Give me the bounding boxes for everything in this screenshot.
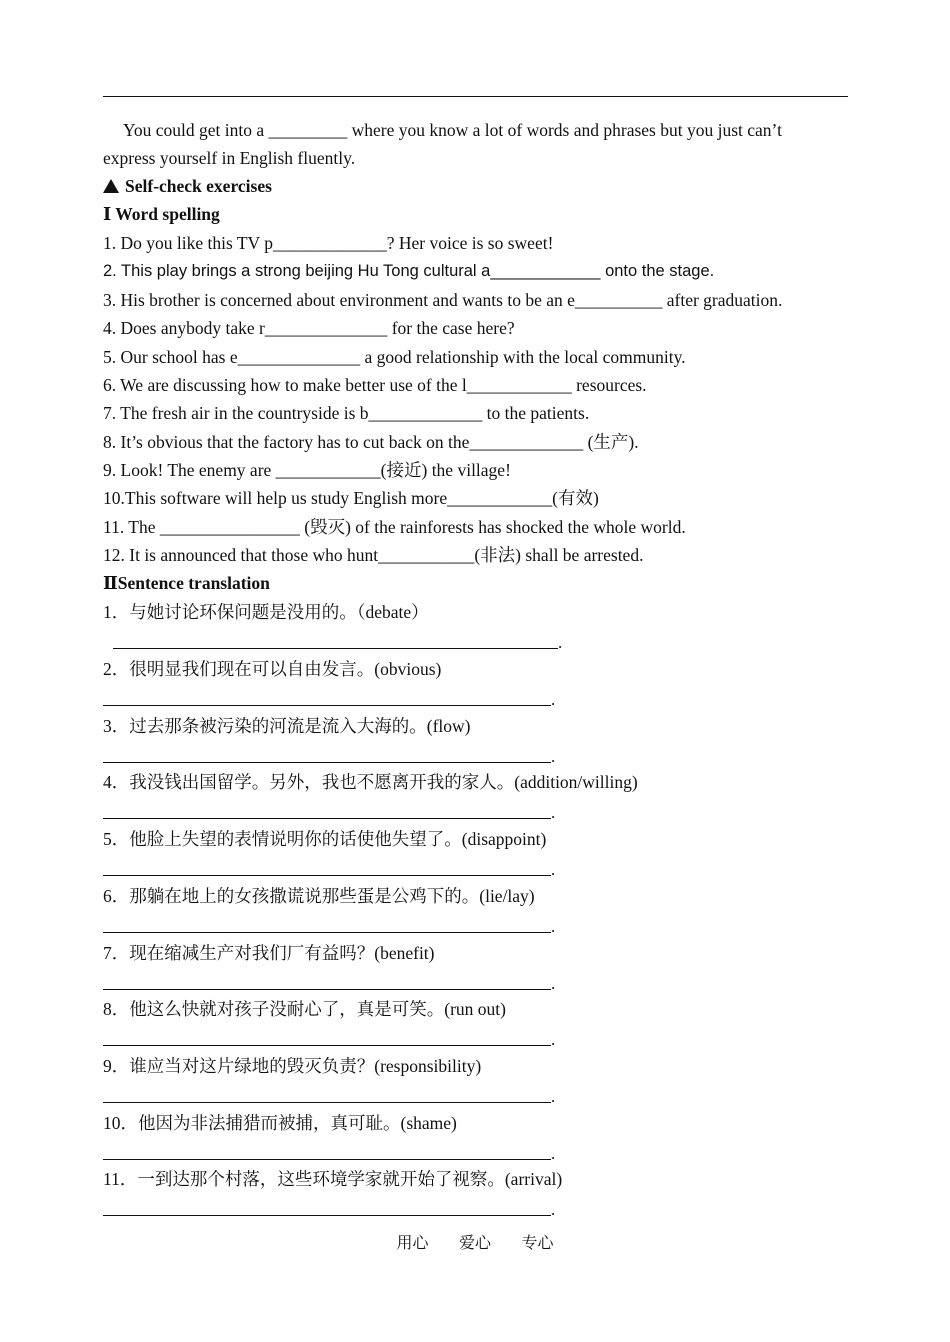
- spelling-item-9: 9. Look! The enemy are ____________(接近) the village!: [103, 460, 511, 480]
- spelling-item-1: 1. Do you like this TV p_____________? Her voice is so sweet!: [103, 233, 554, 253]
- answer-line-10: [103, 1159, 551, 1160]
- spelling-item-5: 5. Our school has e______________ a good relationship with the local community.: [103, 347, 686, 367]
- translation-item-7: 7．现在缩减生产对我们厂有益吗？(benefit): [103, 943, 435, 963]
- answer-line-9: [103, 1102, 551, 1103]
- spelling-item-3: 3. His brother is concerned about environment and wants to be an e__________ after graduation.: [103, 290, 783, 310]
- self-check-heading: [103, 175, 272, 197]
- spelling-item-10: 10.This software will help us study English more____________(有效): [103, 488, 599, 508]
- answer-line-2: [103, 705, 551, 706]
- answer-end-4: .: [551, 803, 556, 822]
- translation-item-11: 11．一到达那个村落，这些环境学家就开始了视察。(arrival): [103, 1169, 563, 1189]
- translation-item-8: 8．他这么快就对孩子没耐心了，真是可笑。(run out): [103, 999, 506, 1019]
- spelling-item-2: 2. This play brings a strong beijing Hu Tong cultural a____________ onto the stage.: [103, 262, 715, 280]
- translation-item-5: 5．他脸上失望的表情说明你的话使他失望了。(disappoint): [103, 829, 547, 849]
- answer-line-7: [103, 989, 551, 990]
- answer-line-1: [113, 648, 558, 649]
- answer-end-7: .: [551, 974, 556, 993]
- translation-item-1: 1．与她讨论环保问题是没用的。（debate）: [103, 602, 429, 622]
- word-spelling-heading: Ⅰ Word spelling: [103, 204, 220, 224]
- answer-line-3: [103, 762, 551, 763]
- self-check-title: Self-check exercises: [125, 176, 272, 196]
- answer-end-2: .: [551, 690, 556, 709]
- spelling-item-6: 6. We are discussing how to make better use of the l____________ resources.: [103, 375, 647, 395]
- translation-item-6: 6．那躺在地上的女孩撒谎说那些蛋是公鸡下的。(lie/lay): [103, 886, 535, 906]
- triangle-icon: [103, 179, 119, 193]
- translation-item-4: 4．我没钱出国留学。另外，我也不愿离开我的家人。(addition/willing): [103, 772, 638, 792]
- translation-item-2: 2．很明显我们现在可以自由发言。(obvious): [103, 659, 442, 679]
- answer-end-10: .: [551, 1144, 556, 1163]
- answer-line-5: [103, 875, 551, 876]
- translation-item-10: 10．他因为非法捕猎而被捕，真可耻。(shame): [103, 1113, 457, 1133]
- answer-line-4: [103, 818, 551, 819]
- answer-end-8: .: [551, 1030, 556, 1049]
- spelling-item-12: 12. It is announced that those who hunt___________(非法) shall be arrested.: [103, 545, 644, 565]
- answer-line-8: [103, 1045, 551, 1046]
- intro-line-2: express yourself in English fluently.: [103, 148, 356, 168]
- intro-line-1: You could get into a _________ where you know a lot of words and phrases but you just can’t: [123, 120, 782, 140]
- answer-end-9: .: [551, 1087, 556, 1106]
- answer-end-5: .: [551, 860, 556, 879]
- translation-item-3: 3．过去那条被污染的河流是流入大海的。(flow): [103, 716, 471, 736]
- page-footer: 用心 爱心 专心: [396, 1233, 554, 1252]
- answer-end-11: .: [551, 1200, 556, 1219]
- sentence-translation-heading: ⅡSentence translation: [103, 573, 270, 593]
- answer-end-6: .: [551, 917, 556, 936]
- translation-item-9: 9．谁应当对这片绿地的毁灭负责？(responsibility): [103, 1056, 482, 1076]
- answer-line-11: [103, 1215, 551, 1216]
- spelling-item-11: 11. The ________________ (毁灭) of the rainforests has shocked the whole world.: [103, 517, 686, 537]
- answer-end-3: .: [551, 747, 556, 766]
- header-rule: [103, 96, 848, 97]
- spelling-item-4: 4. Does anybody take r______________ for the case here?: [103, 318, 515, 338]
- spelling-item-8: 8. It’s obvious that the factory has to cut back on the_____________ (生产).: [103, 432, 639, 452]
- answer-end-1: .: [558, 633, 563, 652]
- answer-line-6: [103, 932, 551, 933]
- spelling-item-7: 7. The fresh air in the countryside is b_____________ to the patients.: [103, 403, 590, 423]
